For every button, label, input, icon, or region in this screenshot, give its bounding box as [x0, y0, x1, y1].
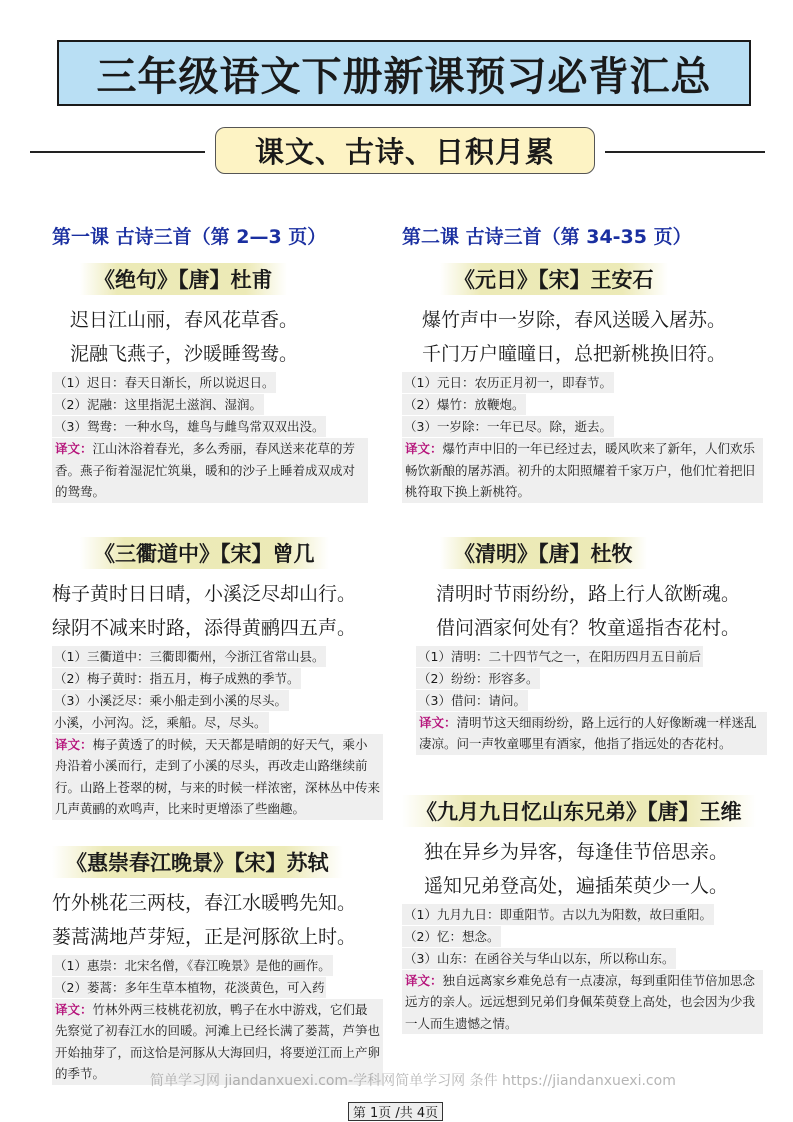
annotation: （2）忆：想念。	[402, 926, 501, 947]
poem-line: 千门万户曈曈日，总把新桃换旧符。	[422, 343, 727, 365]
poem-block	[402, 263, 770, 503]
page-number: 第 1页 /共 4页	[348, 1102, 443, 1121]
translation-text: 梅子黄透了的时候，天天都是晴朗的好天气，乘小舟沿着小溪而行，走到了小溪的尽头，再改走山路继续前行。山路上苍翠的树，与来的时候一样浓密，深林丛中传来几声黄鹂的欢鸣声，比来时更增添了些幽趣。	[55, 736, 381, 816]
translation-text: 江山沐浴着春光，多么秀丽，春风送来花草的芳香。燕子衔着湿泥忙筑巢，暖和的沙子上睡着成双成对的鸳鸯。	[55, 441, 356, 499]
page-title: 三年级语文下册新课预习必背汇总	[57, 40, 751, 106]
lesson-heading: 第一课 古诗三首（第 2—3 页）	[52, 226, 327, 248]
annotation: （3）借问：请问。	[416, 690, 528, 711]
translation	[52, 734, 383, 820]
poem-title: 《三衢道中》【宋】曾几	[80, 537, 329, 569]
translation	[402, 970, 763, 1035]
poem-title: 《绝句》【唐】杜甫	[80, 263, 287, 295]
translation-label: 译文：	[55, 736, 93, 752]
poem-line: 遥知兄弟登高处，遍插茱萸少一人。	[424, 874, 729, 897]
annotation: （1）清明：二十四节气之一，在阳历四月五日前后	[416, 646, 703, 667]
poem-block	[402, 537, 770, 755]
translation-label: 译文：	[55, 441, 93, 456]
annotation: （2）蒌蒿：多年生草本植物，花淡黄色，可入药	[52, 977, 326, 998]
divider-right	[605, 151, 765, 153]
annotation: （3）鸳鸯：一种水鸟，雄鸟与雌鸟常双双出没。	[52, 416, 326, 437]
annotation: （2）泥融：这里指泥土滋润、湿润。	[52, 394, 264, 415]
watermark: 简单学习网 jiandanxuexi.com-学科网简单学习网 条件 https://jiandanxuexi.com	[150, 1073, 676, 1089]
poem-line: 迟日江山丽，春风花草香。	[70, 309, 299, 331]
annotation: （3）小溪泛尽：乘小船走到小溪的尽头。	[52, 690, 289, 711]
translation	[416, 712, 767, 755]
lesson-heading: 第二课 古诗三首（第 34-35 页）	[402, 226, 692, 248]
poem-title: 《清明》【唐】杜牧	[440, 537, 647, 569]
poem-block	[52, 846, 412, 1085]
translation	[52, 438, 368, 503]
annotation: （3）山东：在函谷关与华山以东，所以称山东。	[402, 948, 676, 969]
poem-block	[52, 263, 412, 503]
translation-label: 译文：	[55, 1001, 93, 1017]
annotation: （1）九月九日：即重阳节。古以九为阳数，故曰重阳。	[402, 904, 714, 925]
poem-block	[402, 795, 770, 1035]
translation-text: 竹林外两三枝桃花初放，鸭子在水中游戏，它们最先察觉了初春江水的回暖。河滩上已经长满了蒌蒿，芦笋也开始抽芽了，而这恰是河豚从大海回归，将要逆江而上产卵的季节。	[55, 1001, 381, 1081]
poem-title: 《惠崇春江晚景》【宋】苏轼	[52, 846, 343, 878]
left-column	[52, 222, 412, 1119]
poem-line: 爆竹声中一岁除，春风送暖入屠苏。	[422, 309, 727, 331]
poem-line: 蒌蒿满地芦芽短，正是河豚欲上时。	[52, 925, 357, 948]
poem-line: 泥融飞燕子，沙暖睡鸳鸯。	[70, 343, 299, 365]
poem-line: 竹外桃花三两枝，春江水暖鸭先知。	[52, 891, 357, 914]
translation-text: 爆竹声中旧的一年已经过去，暖风吹来了新年，人们欢乐畅饮新酿的屠苏酒。初升的太阳照耀着千家万户，他们忙着把旧桃符取下换上新桃符。	[405, 441, 756, 499]
poem-line: 梅子黄时日日晴，小溪泛尽却山行。	[52, 582, 357, 605]
poem-line: 清明时节雨纷纷，路上行人欲断魂。	[436, 582, 741, 605]
divider-left	[30, 151, 205, 153]
translation-label: 译文：	[405, 441, 443, 456]
annotation: （2）纷纷：形容多。	[416, 668, 540, 689]
annotation: （2）梅子黄时：指五月，梅子成熟的季节。	[52, 668, 301, 689]
poem-title: 《九月九日忆山东兄弟》【唐】王维	[402, 795, 756, 827]
translation-label: 译文：	[405, 972, 443, 988]
translation-text: 清明节这天细雨纷纷，路上远行的人好像断魂一样迷乱凄凉。问一声牧童哪里有酒家，他指了指远处的杏花村。	[419, 714, 757, 751]
poem-block	[52, 537, 412, 820]
annotation: （3）一岁除：一年已尽。除，逝去。	[402, 416, 614, 437]
annotation: 小溪，小河沟。泛，乘船。尽，尽头。	[52, 712, 269, 733]
translation	[402, 438, 763, 503]
poem-line: 绿阴不减来时路，添得黄鹂四五声。	[52, 616, 357, 639]
poem-line: 独在异乡为异客，每逢佳节倍思亲。	[424, 840, 729, 863]
annotation: （1）惠崇：北宋名僧，《春江晚景》是他的画作。	[52, 955, 333, 976]
poem-title: 《元日》【宋】王安石	[440, 263, 668, 295]
annotation: （1）三衢道中：三衢即衢州，今浙江省常山县。	[52, 646, 326, 667]
annotation: （1）迟日：春天日渐长，所以说迟日。	[52, 372, 276, 393]
section-subtitle: 课文、古诗、日积月累	[215, 127, 595, 174]
annotation: （2）爆竹：放鞭炮。	[402, 394, 526, 415]
right-column	[402, 222, 770, 1068]
translation-label: 译文：	[419, 714, 457, 730]
translation-text: 独自远离家乡难免总有一点凄凉，每到重阳佳节倍加思念远方的亲人。远远想到兄弟们身佩茱萸登上高处，也会因为少我一人而生遗憾之情。	[405, 972, 756, 1031]
poem-line: 借问酒家何处有？牧童遥指杏花村。	[436, 616, 741, 639]
annotation: （1）元日：农历正月初一，即春节。	[402, 372, 614, 393]
